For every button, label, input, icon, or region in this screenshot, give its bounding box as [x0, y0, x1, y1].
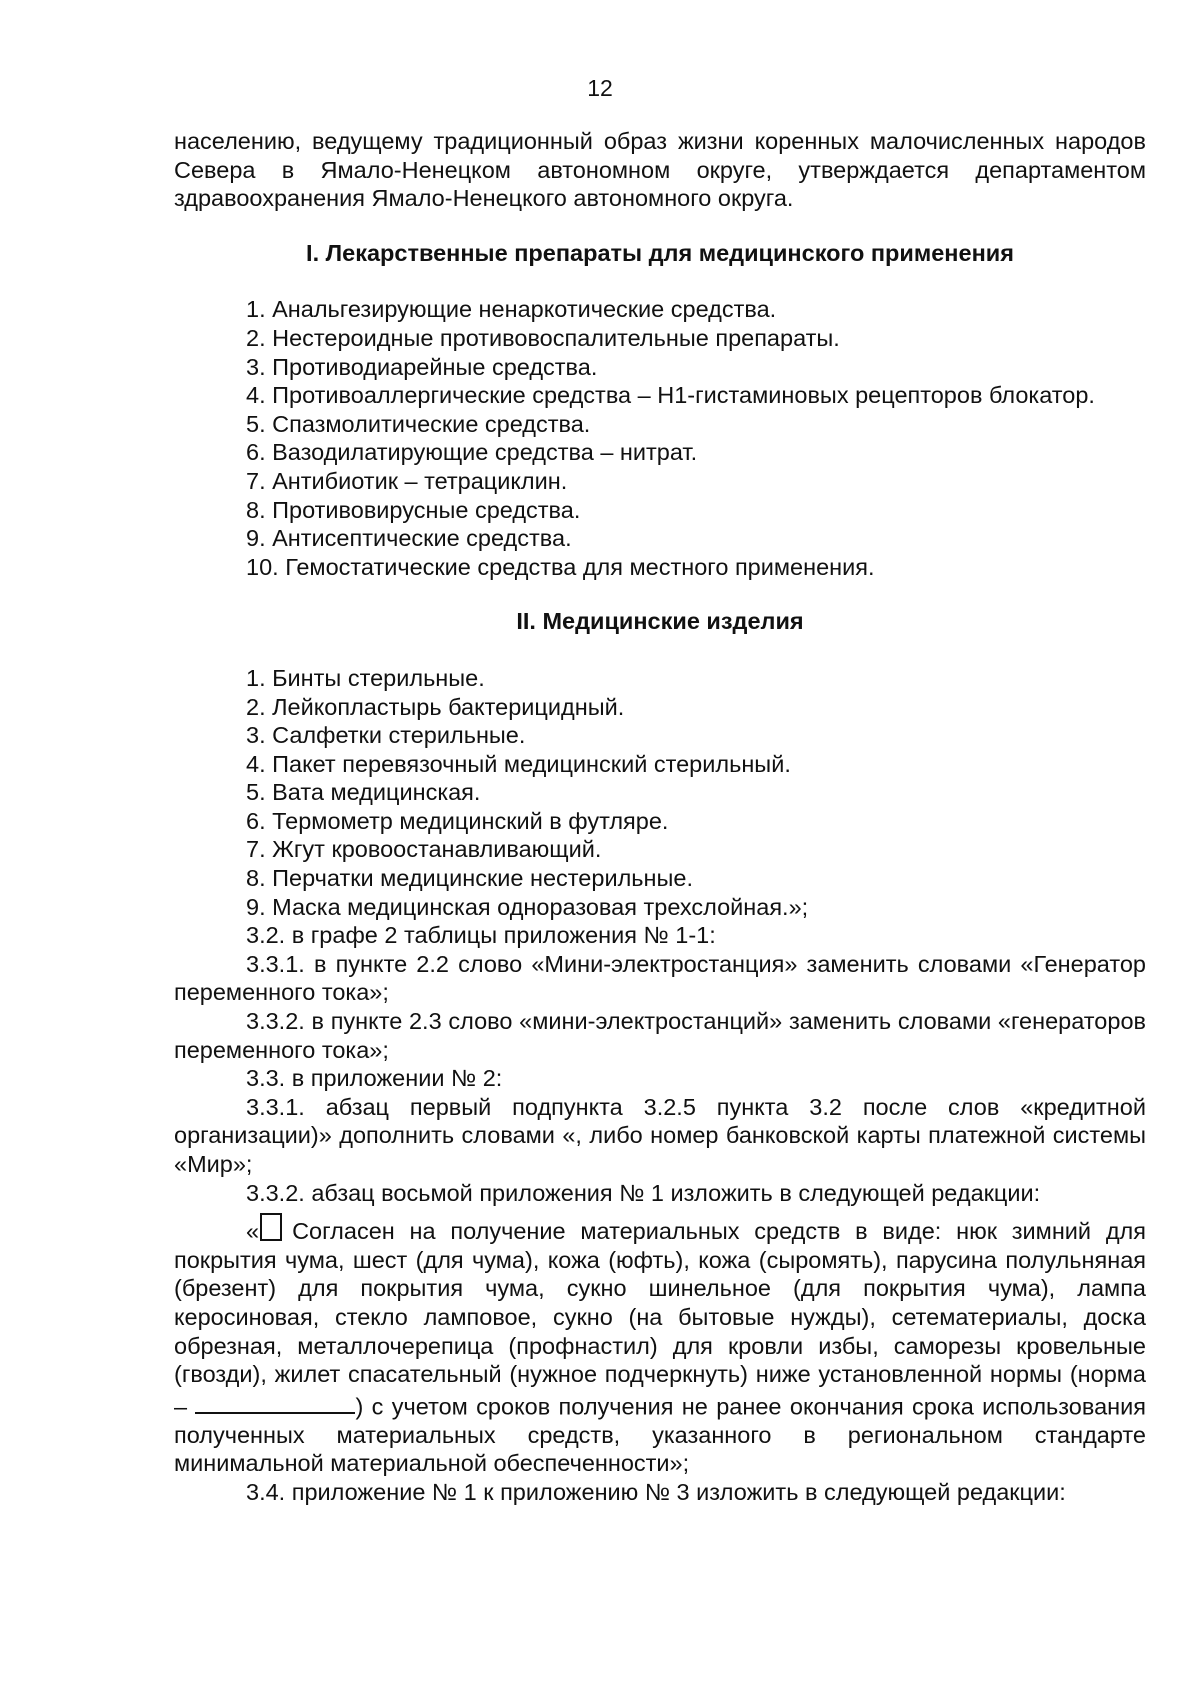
- consent-text-part2: ) с учетом сроков получения не ранее окончания срока использования полученных материальных средств, указанного в региональном стандарте минимальной материальной обеспеченности»;: [174, 1393, 1146, 1477]
- amendment-3-3-1-bank-card: 3.3.1. абзац первый подпункта 3.2.5 пункта 3.2 после слов «кредитной организации)» дополнить словами «, либо номер банковской карты платежной системы «Мир»;: [174, 1093, 1146, 1177]
- intro-paragraph: населению, ведущему традиционный образ жизни коренных малочисленных народов Севера в Ямало-Ненецком автономном округе, утверждается департаментом здравоохранения Ямало-Ненецкого автономного округа.: [174, 128, 1146, 212]
- amendment-3-4: 3.4. приложение № 1 к приложению № 3 изложить в следующей редакции:: [246, 1479, 1066, 1506]
- consent-checkbox[interactable]: [260, 1213, 282, 1241]
- amendment-3-3: 3.3. в приложении № 2:: [246, 1065, 503, 1092]
- list-item: 5. Вата медицинская.: [246, 779, 481, 806]
- section-2-list: [174, 664, 1146, 921]
- page-number: 12: [587, 75, 613, 101]
- list-item: 5. Спазмолитические средства.: [246, 410, 591, 437]
- consent-open-quote: «: [246, 1218, 260, 1245]
- list-item: 4. Пакет перевязочный медицинский стерильный.: [246, 750, 791, 777]
- section-1-title: I. Лекарственные препараты для медицинского применения: [306, 239, 1014, 266]
- consent-text-part1: Согласен на получение материальных средств в виде: нюк зимний для покрытия чума, шест (для чума), кожа (юфть), кожа (сыромять), парусина полульняная (брезент) для покрытия чума, сукно шинельное (для покрытия чума), лампа керосиновая, стекло ламповое, сукно (на бытовые нужды), сетематериалы, доска обрезная, металлочерепица (профнастил) для кровли избы, саморезы кровельные (гвозди), жилет спасательный (нужное подчеркнуть) ниже установленной нормы (норма –: [174, 1218, 1146, 1420]
- list-item: 4. Противоаллергические средства – H1-гистаминовых рецепторов блокатор.: [246, 382, 1095, 409]
- list-item: 9. Маска медицинская одноразовая трехслойная.»;: [246, 893, 809, 920]
- amendment-3-3-2-paragraph: 3.3.2. абзац восьмой приложения № 1 изложить в следующей редакции:: [246, 1179, 1041, 1206]
- list-item: 8. Противовирусные средства.: [246, 496, 581, 523]
- amendment-3-3-1-generator: 3.3.1. в пункте 2.2 слово «Мини-электростанция» заменить словами «Генератор переменного тока»;: [174, 950, 1146, 1006]
- list-item: 6. Термометр медицинский в футляре.: [246, 807, 669, 834]
- list-item: 8. Перчатки медицинские нестерильные.: [246, 865, 693, 892]
- section-2-title: II. Медицинские изделия: [516, 608, 804, 635]
- list-item: 3. Салфетки стерильные.: [246, 722, 526, 749]
- list-item: 3. Противодиарейные средства.: [246, 353, 598, 380]
- norm-blank-field[interactable]: [195, 1389, 355, 1415]
- list-item: 1. Анальгезирующие ненаркотические средства.: [246, 296, 777, 323]
- consent-paragraph: [174, 1213, 1146, 1478]
- list-item: 10. Гемостатические средства для местного применения.: [246, 553, 875, 580]
- amendment-3-2: 3.2. в графе 2 таблицы приложения № 1-1:: [246, 922, 716, 949]
- list-item: 7. Жгут кровоостанавливающий.: [246, 836, 602, 863]
- amendment-3-3-2-generators: 3.3.2. в пункте 2.3 слово «мини-электростанций» заменить словами «генераторов переменного тока»;: [174, 1008, 1146, 1063]
- list-item: 2. Нестероидные противовоспалительные препараты.: [246, 324, 840, 351]
- list-item: 1. Бинты стерильные.: [246, 664, 485, 691]
- list-item: 2. Лейкопластырь бактерицидный.: [246, 693, 625, 720]
- list-item: 7. Антибиотик – тетрациклин.: [246, 467, 568, 494]
- section-1-list: [174, 295, 1146, 581]
- list-item: 9. Антисептические средства.: [246, 525, 572, 552]
- document-body: [174, 127, 1146, 1507]
- list-item: 6. Вазодилатирующие средства – нитрат.: [246, 439, 698, 466]
